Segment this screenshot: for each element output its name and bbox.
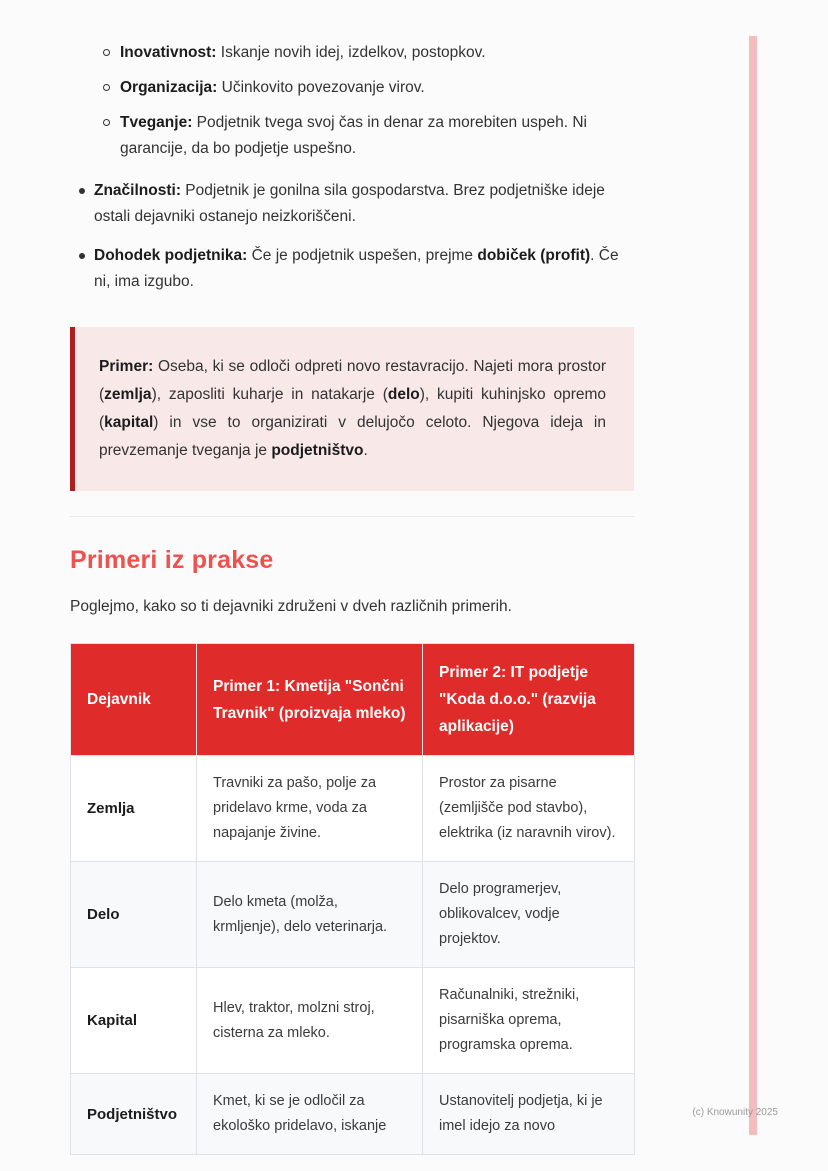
table-cell-example1: Kmet, ki se je odločil za ekološko pridelavo, iskanje [197, 1074, 423, 1155]
example-callout: Primer: Oseba, ki se odloči odpreti novo restavracijo. Najeti mora prostor (zemlja), zaposliti kuharje in natakarje (delo), kupiti kuhinjsko opremo (kapital) in vse to organizirati v delujočo celoto. Njegova ideja in prevzemanje tveganja je podjetništvo. [70, 327, 634, 491]
copyright-watermark: (c) Knowunity 2025 [692, 1107, 778, 1118]
table-cell-example1: Delo kmeta (molža, krmljenje), delo veterinarja. [197, 862, 423, 968]
intro-paragraph: Poglejmo, kako so ti dejavniki združeni v dveh različnih primerih. [70, 598, 512, 615]
table-row [71, 1074, 635, 1155]
sub-bullet-list [70, 40, 634, 162]
table-cell-factor: Zemlja [71, 756, 197, 862]
document-content [70, 0, 634, 1155]
section-divider [70, 516, 634, 517]
section-heading: Primeri iz prakse [70, 546, 274, 574]
table-row [71, 968, 635, 1074]
table-cell-example2: Delo programerjev, oblikovalcev, vodje projektov. [423, 862, 635, 968]
table-cell-factor: Kapital [71, 968, 197, 1074]
list-item: Inovativnost: Iskanje novih idej, izdelkov, postopkov. [120, 40, 634, 66]
table-header-row [71, 644, 635, 756]
list-item: Tveganje: Podjetnik tvega svoj čas in denar za morebiten uspeh. Ni garancije, da bo podjetje uspešno. [120, 110, 634, 162]
list-item: Dohodek podjetnika: Če je podjetnik uspešen, prejme dobiček (profit). Če ni, ima izgubo. [94, 243, 634, 295]
table-cell-example1: Hlev, traktor, molzni stroj, cisterna za mleko. [197, 968, 423, 1074]
table-cell-example2: Ustanovitelj podjetja, ki je imel idejo za novo [423, 1074, 635, 1155]
table-cell-example2: Računalniki, strežniki, pisarniška oprema, programska oprema. [423, 968, 635, 1074]
table-cell-factor: Podjetništvo [71, 1074, 197, 1155]
table-row [71, 862, 635, 968]
page-edge-accent-bar [749, 36, 757, 1135]
factors-table [70, 643, 635, 1155]
list-item: Značilnosti: Podjetnik je gonilna sila gospodarstva. Brez podjetniške ideje ostali dejavniki ostanejo neizkoriščeni. [94, 178, 634, 230]
table-cell-example2: Prostor za pisarne (zemljišče pod stavbo), elektrika (iz naravnih virov). [423, 756, 635, 862]
table-header-cell: Dejavnik [71, 644, 197, 756]
table-row [71, 756, 635, 862]
table-header-cell: Primer 1: Kmetija "Sončni Travnik" (proizvaja mleko) [197, 644, 423, 756]
list-item: Organizacija: Učinkovito povezovanje virov. [120, 75, 634, 101]
table-cell-example1: Travniki za pašo, polje za pridelavo krme, voda za napajanje živine. [197, 756, 423, 862]
table-cell-factor: Delo [71, 862, 197, 968]
table-header-cell: Primer 2: IT podjetje "Koda d.o.o." (razvija aplikacije) [423, 644, 635, 756]
main-bullet-list [70, 178, 634, 295]
